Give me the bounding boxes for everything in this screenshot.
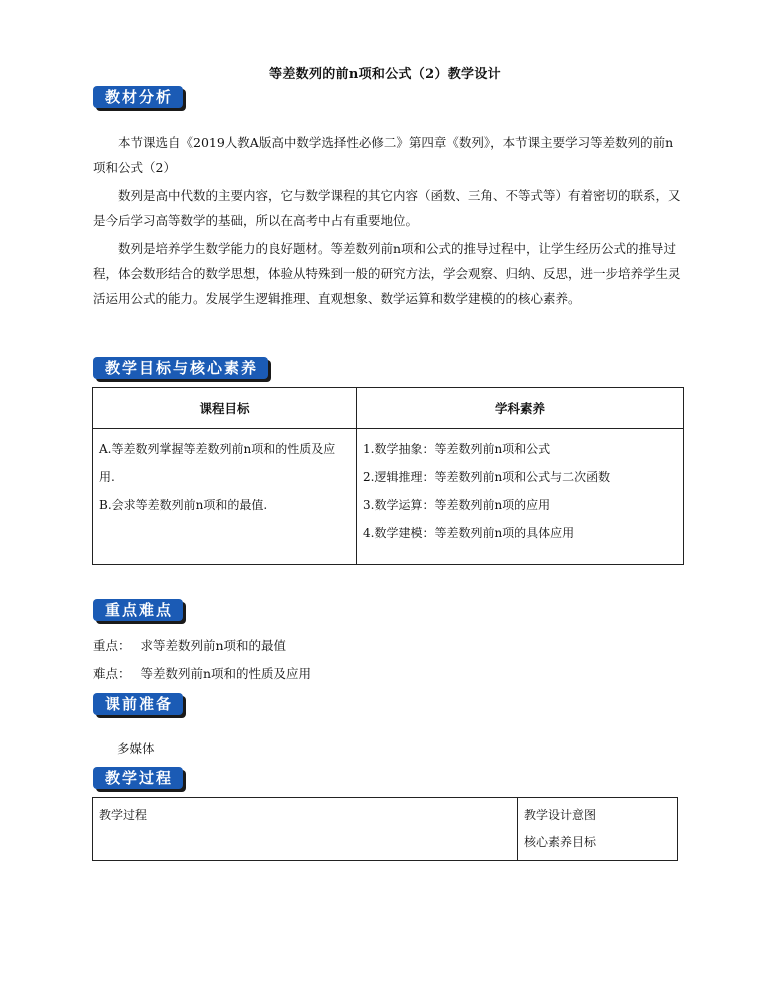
process-table: [92, 797, 678, 861]
difficulty-text: 等差数列前n项和的性质及应用: [140, 666, 312, 681]
analysis-paragraph: 数列是培养学生数学能力的良好题材。等差数列前n项和公式的推导过程中，让学生经历公式的推导过程，体会数形结合的数学思想，体验从特殊到一般的研究方法，学会观察、归纳、反思，进一步培养学生灵活运用公式的能力。发展学生逻辑推理、直观想象、数学运算和数学建模的的核心素养。: [93, 241, 681, 306]
literacy-item: 2.逻辑推理：等差数列前n项和公式与二次函数: [363, 470, 611, 484]
section-banner-preparation: 课前准备: [93, 693, 183, 715]
analysis-text: [93, 130, 683, 311]
goals-header-literacy: 学科素养: [357, 388, 684, 429]
difficulty-label: 难点：: [93, 666, 131, 681]
literacy-cell: [357, 429, 684, 565]
design-intent-label: 教学设计意图: [524, 808, 597, 822]
process-cell: 教学过程: [93, 798, 518, 861]
section-banner-key-points: 重点难点: [93, 599, 183, 621]
preparation-text: 多媒体: [117, 741, 155, 756]
analysis-paragraph: 数列是高中代数的主要内容，它与数学课程的其它内容（函数、三角、不等式等）有着密切的联系，又是今后学习高等数学的基础，所以在高考中占有重要地位。: [93, 188, 681, 228]
section-banner-analysis: 教材分析: [93, 86, 183, 108]
page-title: 等差数列的前n项和公式（2）教学设计: [269, 67, 501, 82]
key-point-text: 求等差数列前n项和的最值: [140, 638, 287, 653]
course-goal-item: A.等差数列掌握等差数列前n项和的性质及应用.: [99, 442, 336, 484]
literacy-goal-label: 核心素养目标: [524, 835, 597, 849]
course-goal-item: B.会求等差数列前n项和的最值.: [99, 498, 268, 512]
section-banner-goals: 教学目标与核心素养: [93, 357, 268, 379]
section-banner-process: 教学过程: [93, 767, 183, 789]
analysis-paragraph: 本节课选自《2019人教A版高中数学选择性必修二》第四章《数列》，本节课主要学习等差数列的前n项和公式（2）: [93, 135, 674, 175]
goals-table: [92, 387, 684, 565]
design-intent-cell: [518, 798, 678, 861]
literacy-item: 3.数学运算：等差数列前n项的应用: [363, 498, 551, 512]
course-goals-cell: [93, 429, 357, 565]
key-point-line: [93, 636, 286, 654]
literacy-item: 4.数学建模：等差数列前n项的具体应用: [363, 526, 575, 540]
key-point-label: 重点：: [93, 638, 131, 653]
literacy-item: 1.数学抽象：等差数列前n项和公式: [363, 442, 551, 456]
difficulty-line: [93, 664, 311, 682]
goals-header-course: 课程目标: [93, 388, 357, 429]
